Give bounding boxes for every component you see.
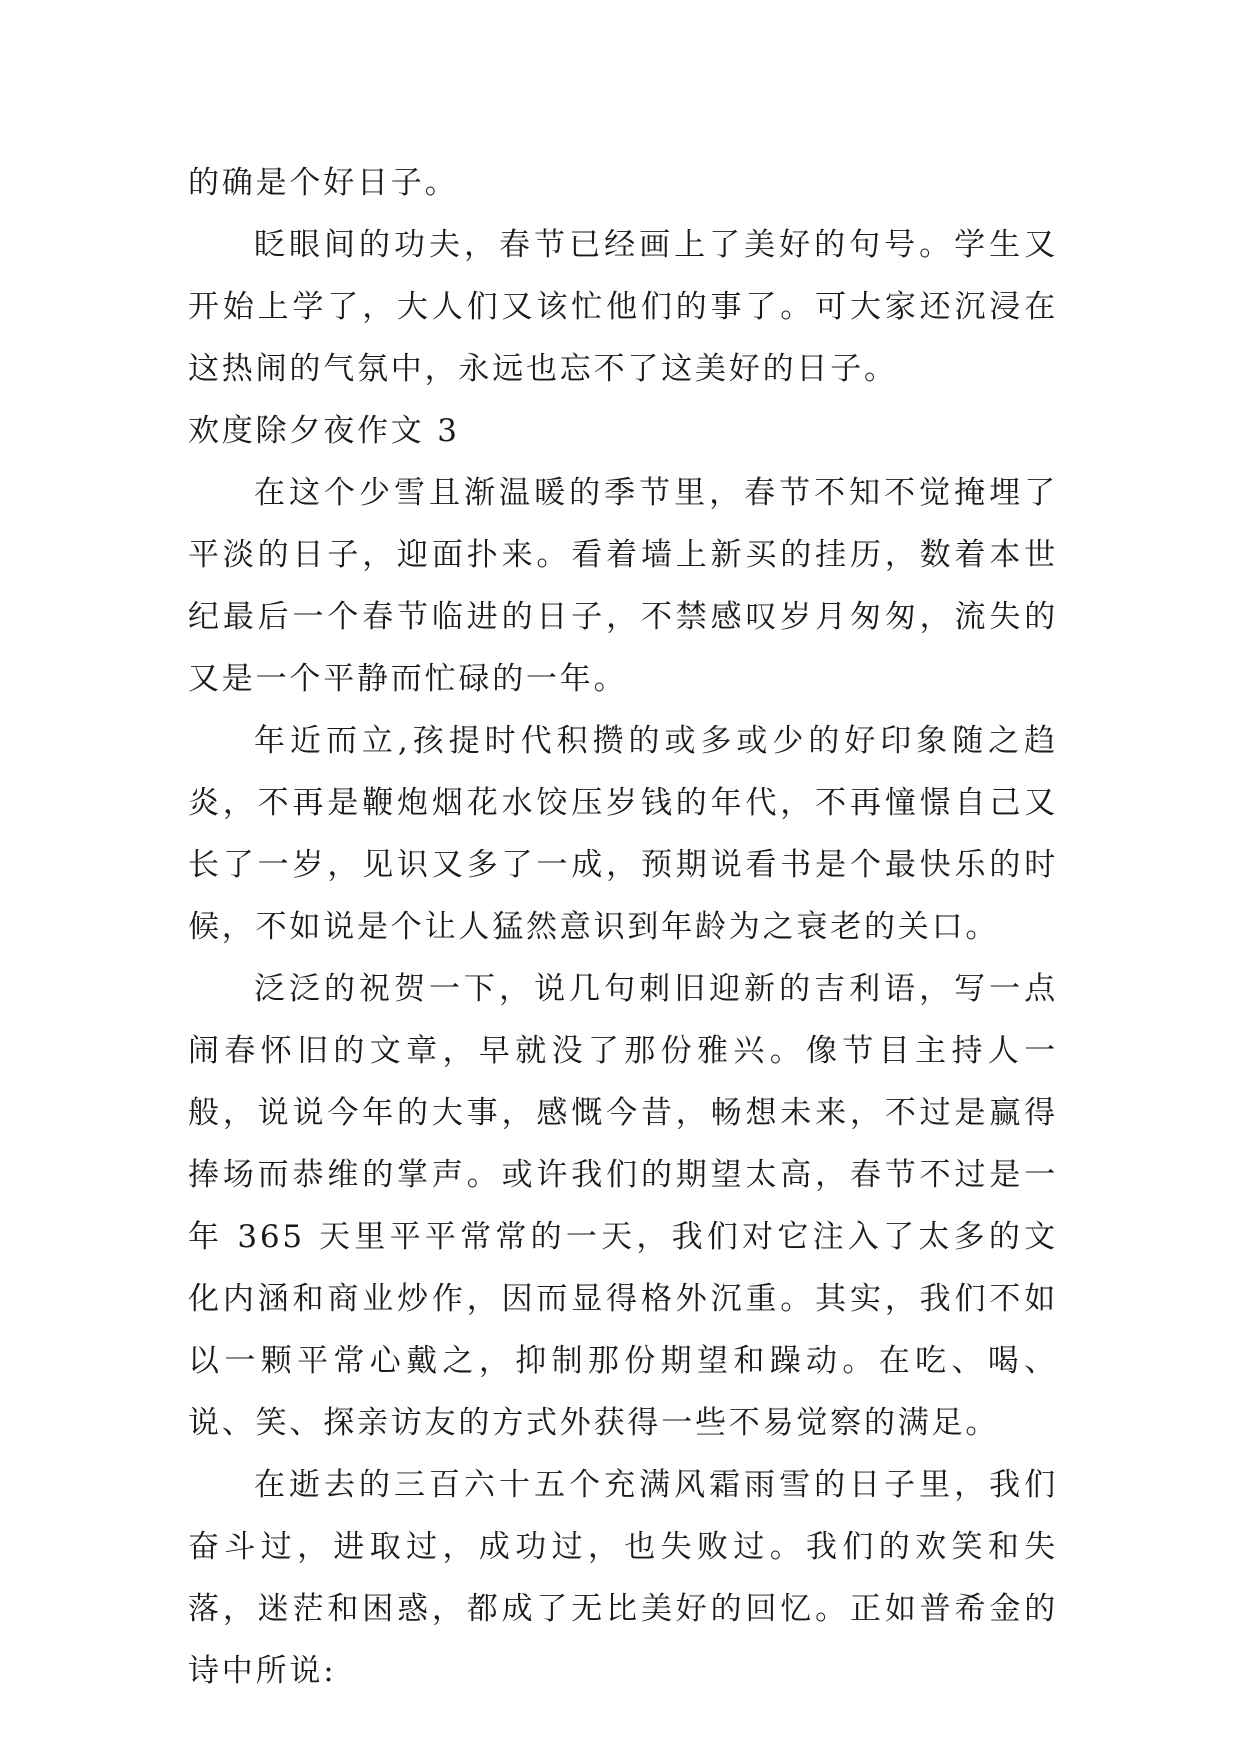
section-heading: 欢度除夕夜作文 3 <box>188 413 460 449</box>
paragraph-greetings: 泛泛的祝贺一下，说几句刺旧迎新的吉利语，写一点闹春怀旧的文章，早就没了那份雅兴。像节目主持人一般，说说今年的大事，感慨今昔，畅想未来，不过是赢得捧场而恭维的掌声。或许我们的期望太高，春节不过是一年 365 天里平平常常的一天，我们对它注入了太多的文化内涵和商业炒作，因而显得格外沉重。其实，我们不如以一颗平常心戴之，抑制那份期望和躁动。在吃、喝、说、笑、探亲访友的方式外获得一些不易觉察的满足。 <box>188 971 1058 1441</box>
paragraph-spring-festival-end: 眨眼间的功夫，春节已经画上了美好的句号。学生又开始上学了，大人们又该忙他们的事了。可大家还沉浸在这热闹的气氛中，永远也忘不了这美好的日子。 <box>188 227 1058 387</box>
paragraph-continuation: 的确是个好日子。 <box>188 165 459 201</box>
document-body <box>188 152 1058 1702</box>
paragraph-approaching-thirty: 年近而立,孩提时代积攒的或多或少的好印象随之趋炎，不再是鞭炮烟花水饺压岁钱的年代，不再憧憬自己又长了一岁，见识又多了一成，预期说看书是个最快乐的时候，不如说是个让人猛然意识到年龄为之衰老的关口。 <box>188 723 1058 945</box>
paragraph-warm-season: 在这个少雪且渐温暖的季节里，春节不知不觉掩埋了平淡的日子，迎面扑来。看着墙上新买的挂历，数着本世纪最后一个春节临进的日子，不禁感叹岁月匆匆，流失的又是一个平静而忙碌的一年。 <box>188 475 1058 697</box>
paragraph-past-days: 在逝去的三百六十五个充满风霜雨雪的日子里，我们奋斗过，进取过，成功过，也失败过。我们的欢笑和失落，迷茫和困惑，都成了无比美好的回忆。正如普希金的诗中所说: <box>188 1467 1058 1689</box>
